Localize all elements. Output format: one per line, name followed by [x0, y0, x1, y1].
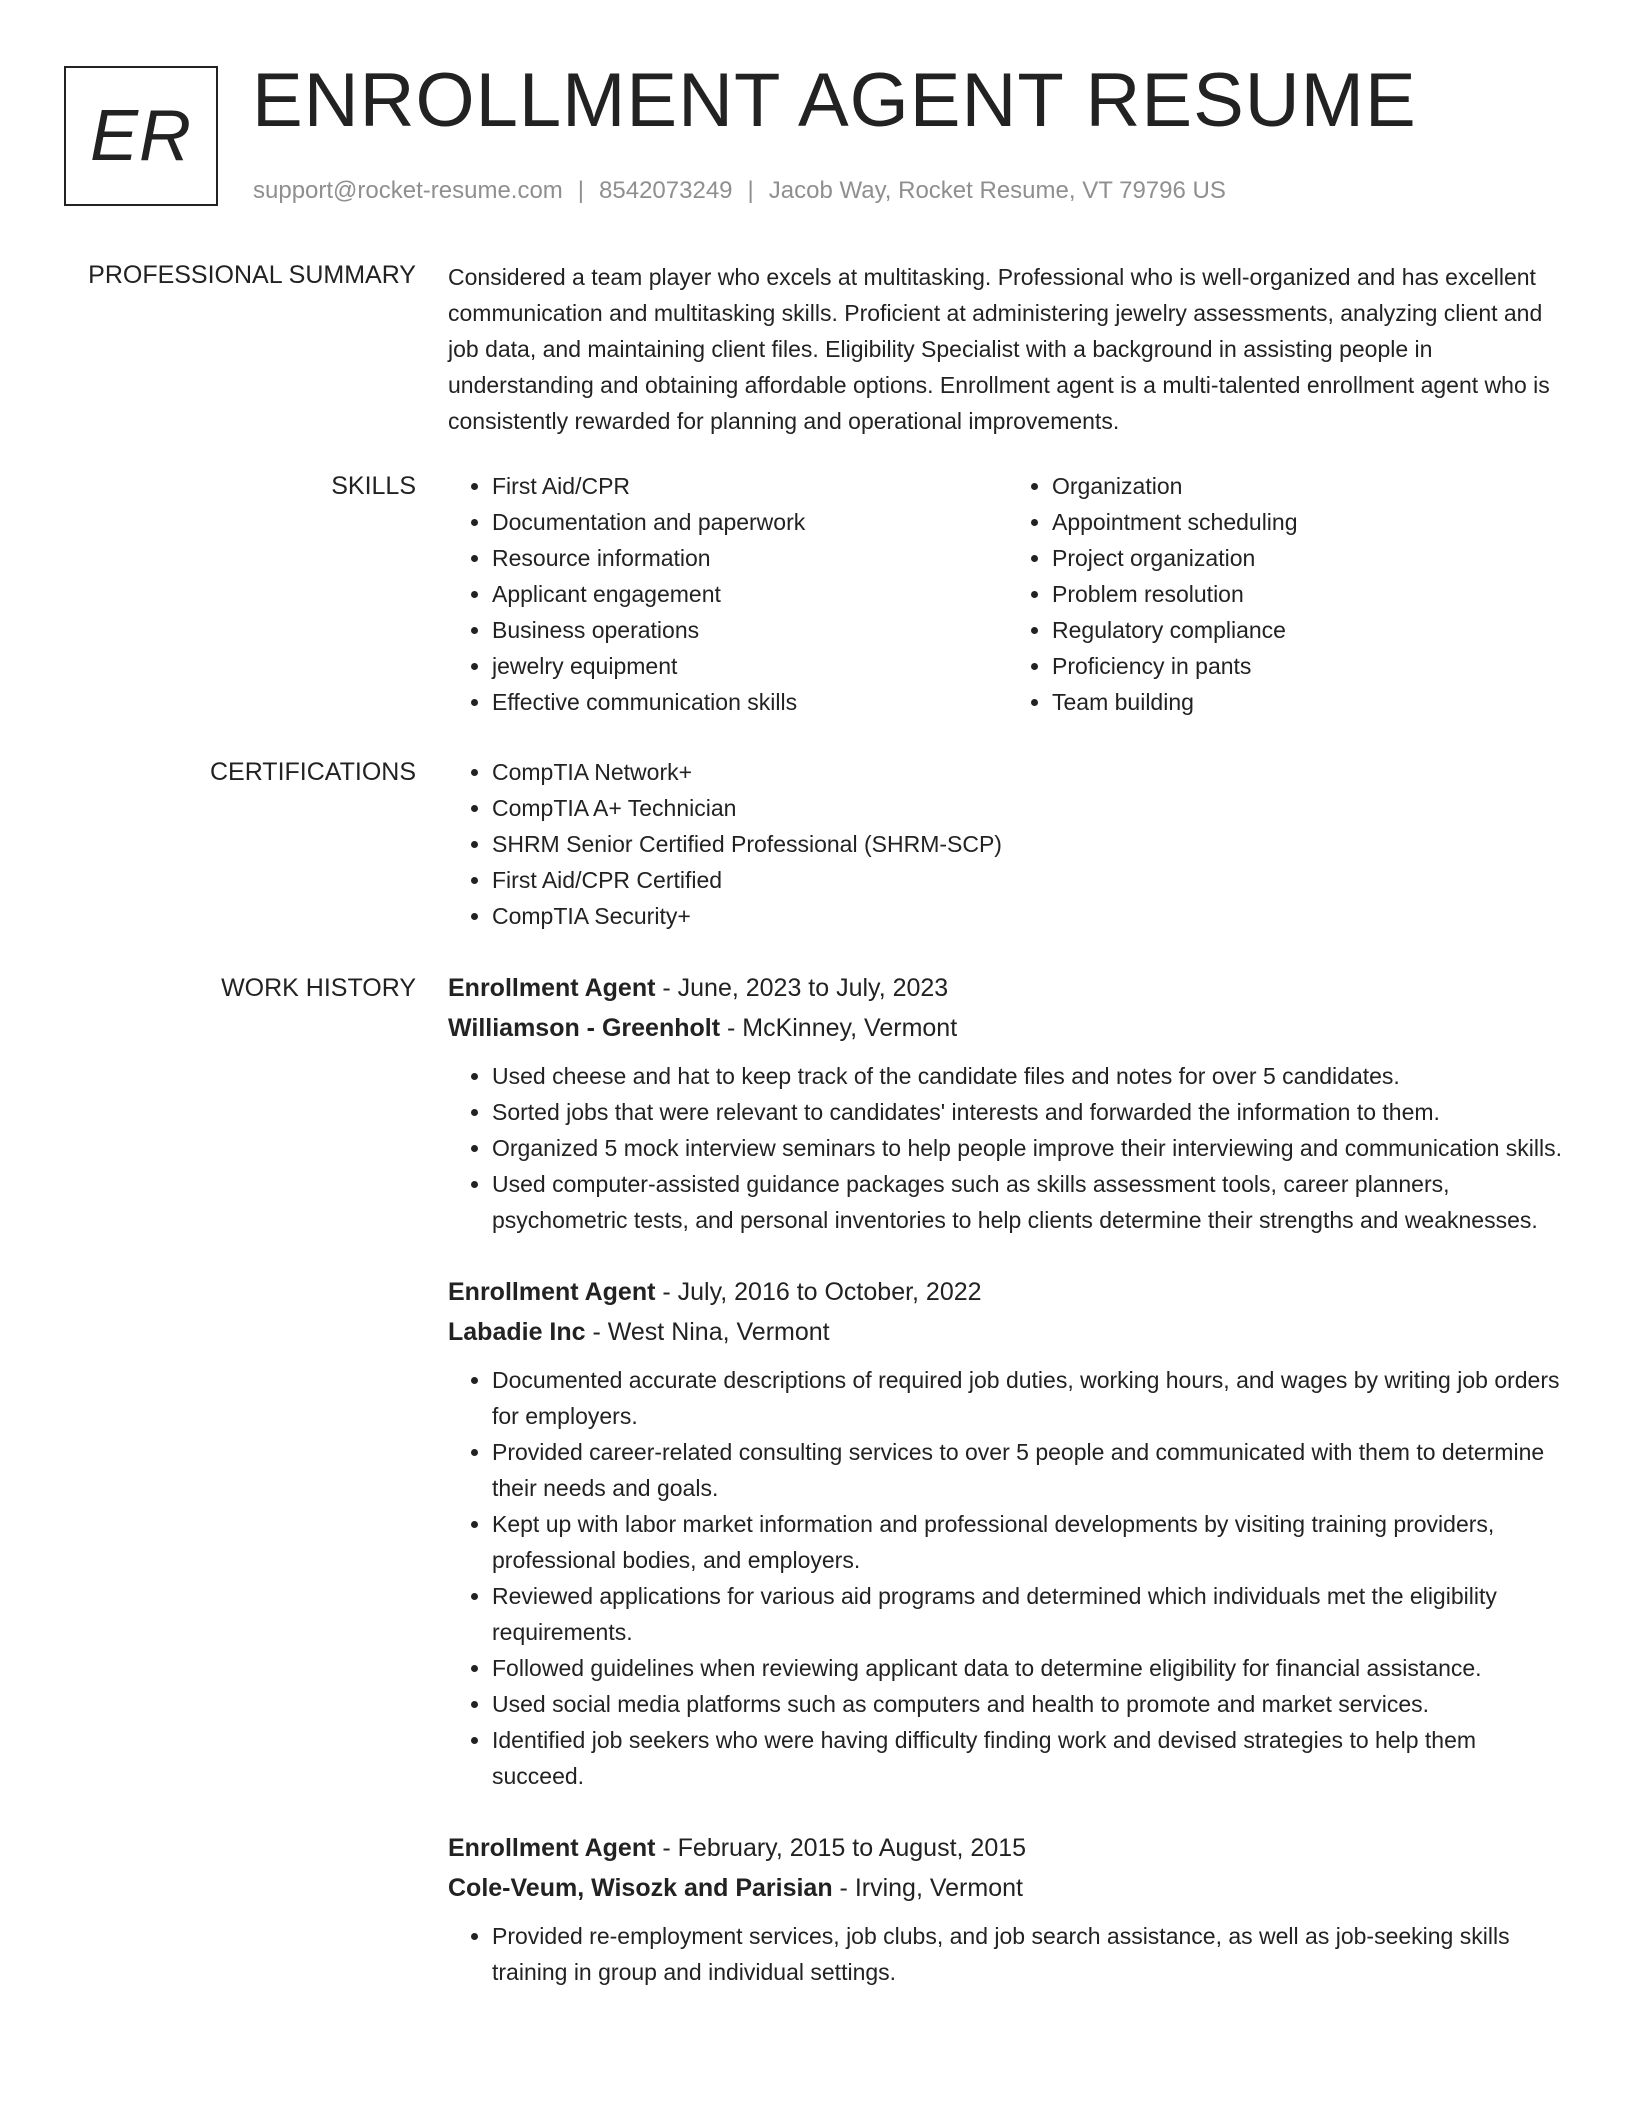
job-bullets — [448, 1362, 1568, 1794]
job-title-line — [448, 1272, 1568, 1312]
contact-separator: | — [577, 177, 585, 204]
contact-phone: 8542073249 — [599, 177, 733, 204]
skill-item: • Documentation and paperwork — [492, 504, 1008, 540]
job-title-line — [448, 1828, 1568, 1868]
job-bullets — [448, 1058, 1568, 1238]
job-bullets — [448, 1918, 1568, 1990]
certifications-list — [448, 754, 1568, 934]
summary-text: Considered a team player who excels at multitasking. Professional who is well-organized and has excellent communication and multitasking skills. Proficient at administering jewelry assessments, analyzing client and job data, and maintaining client files. Eligibility Specialist with a background in assisting people in understanding and obtaining affordable options. Enrollment agent is a multi-talented enrollment agent who is consistently rewarded for planning and operational improvements. — [448, 264, 1550, 434]
skill-item: • Applicant engagement — [492, 576, 1008, 612]
monogram-text: ER — [89, 96, 193, 176]
skill-item: • Business operations — [492, 612, 1008, 648]
contact-line — [253, 174, 1226, 208]
skill-item: • Team building — [1052, 684, 1568, 720]
job-location: - McKinney, Vermont — [720, 1014, 958, 1042]
monogram-badge — [64, 66, 218, 206]
job-company-line — [448, 1312, 1568, 1352]
job-location: - West Nina, Vermont — [585, 1318, 830, 1346]
job-bullet: • Organized 5 mock interview seminars to help people improve their interviewing and communication skills. — [492, 1130, 1568, 1166]
job-bullet: • Identified job seekers who were having difficulty finding work and devised strategies to help them succeed. — [492, 1722, 1568, 1794]
certification-item: • CompTIA Network+ — [492, 754, 1568, 790]
skill-item: • jewelry equipment — [492, 648, 1008, 684]
certification-item: • First Aid/CPR Certified — [492, 862, 1568, 898]
job-bullet: • Followed guidelines when reviewing applicant data to determine eligibility for financial assistance. — [492, 1650, 1568, 1686]
job-entry — [448, 968, 1568, 1238]
resume-title: ENROLLMENT AGENT RESUME — [252, 58, 1417, 143]
job-company: Cole-Veum, Wisozk and Parisian — [448, 1874, 833, 1902]
contact-address: Jacob Way, Rocket Resume, VT 79796 US — [768, 177, 1226, 204]
job-title: Enrollment Agent — [448, 1278, 656, 1306]
skill-item: • Problem resolution — [1052, 576, 1568, 612]
job-bullet: • Used computer-assisted guidance packages such as skills assessment tools, career planners, psychometric tests, and personal inventories to help clients determine their strengths and weaknesses. — [492, 1166, 1568, 1238]
job-entry — [448, 1272, 1568, 1794]
job-company: Labadie Inc — [448, 1318, 586, 1346]
certification-item: • CompTIA Security+ — [492, 898, 1568, 934]
skill-item: • Project organization — [1052, 540, 1568, 576]
job-company-line — [448, 1868, 1568, 1908]
skill-item: • Effective communication skills — [492, 684, 1008, 720]
contact-separator: | — [747, 177, 754, 204]
job-entry — [448, 1828, 1568, 1990]
job-bullet: • Documented accurate descriptions of required job duties, working hours, and wages by writing job orders for employers. — [492, 1362, 1568, 1434]
job-bullet: • Kept up with labor market information and professional developments by visiting training providers, professional bodies, and employers. — [492, 1506, 1568, 1578]
job-company: Williamson - Greenholt — [448, 1014, 721, 1042]
skill-item: • Resource information — [492, 540, 1008, 576]
job-title: Enrollment Agent — [448, 974, 656, 1002]
skills-heading: SKILLS — [331, 472, 416, 500]
certification-item: • CompTIA A+ Technician — [492, 790, 1568, 826]
job-bullet: • Used cheese and hat to keep track of the candidate files and notes for over 5 candidates. — [492, 1058, 1568, 1094]
job-dates: - June, 2023 to July, 2023 — [655, 974, 949, 1002]
job-bullet: • Used social media platforms such as computers and health to promote and market services. — [492, 1686, 1568, 1722]
job-location: - Irving, Vermont — [832, 1874, 1023, 1902]
summary-heading: PROFESSIONAL SUMMARY — [88, 261, 416, 289]
job-company-line — [448, 1008, 1568, 1048]
certification-item: • SHRM Senior Certified Professional (SHRM-SCP) — [492, 826, 1568, 862]
skill-item: • Appointment scheduling — [1052, 504, 1568, 540]
job-bullet: • Sorted jobs that were relevant to candidates' interests and forwarded the information to them. — [492, 1094, 1568, 1130]
job-dates: - February, 2015 to August, 2015 — [655, 1834, 1027, 1862]
job-bullet: • Reviewed applications for various aid programs and determined which individuals met the eligibility requirements. — [492, 1578, 1568, 1650]
job-title: Enrollment Agent — [448, 1834, 656, 1862]
skills-list-right — [1008, 468, 1568, 720]
skill-item: • Regulatory compliance — [1052, 612, 1568, 648]
skill-item: • First Aid/CPR — [492, 468, 1008, 504]
job-bullet: • Provided career-related consulting services to over 5 people and communicated with them to determine their needs and goals. — [492, 1434, 1568, 1506]
skills-list-left — [448, 468, 1008, 720]
job-bullet: • Provided re-employment services, job clubs, and job search assistance, as well as job-seeking skills training in group and individual settings. — [492, 1918, 1568, 1990]
job-dates: - July, 2016 to October, 2022 — [655, 1278, 982, 1306]
skill-item: • Proficiency in pants — [1052, 648, 1568, 684]
certifications-heading: CERTIFICATIONS — [209, 758, 416, 786]
job-title-line — [448, 968, 1568, 1008]
contact-email: support@rocket-resume.com — [253, 177, 563, 204]
skill-item: • Organization — [1052, 468, 1568, 504]
work-history-heading: WORK HISTORY — [221, 974, 416, 1002]
